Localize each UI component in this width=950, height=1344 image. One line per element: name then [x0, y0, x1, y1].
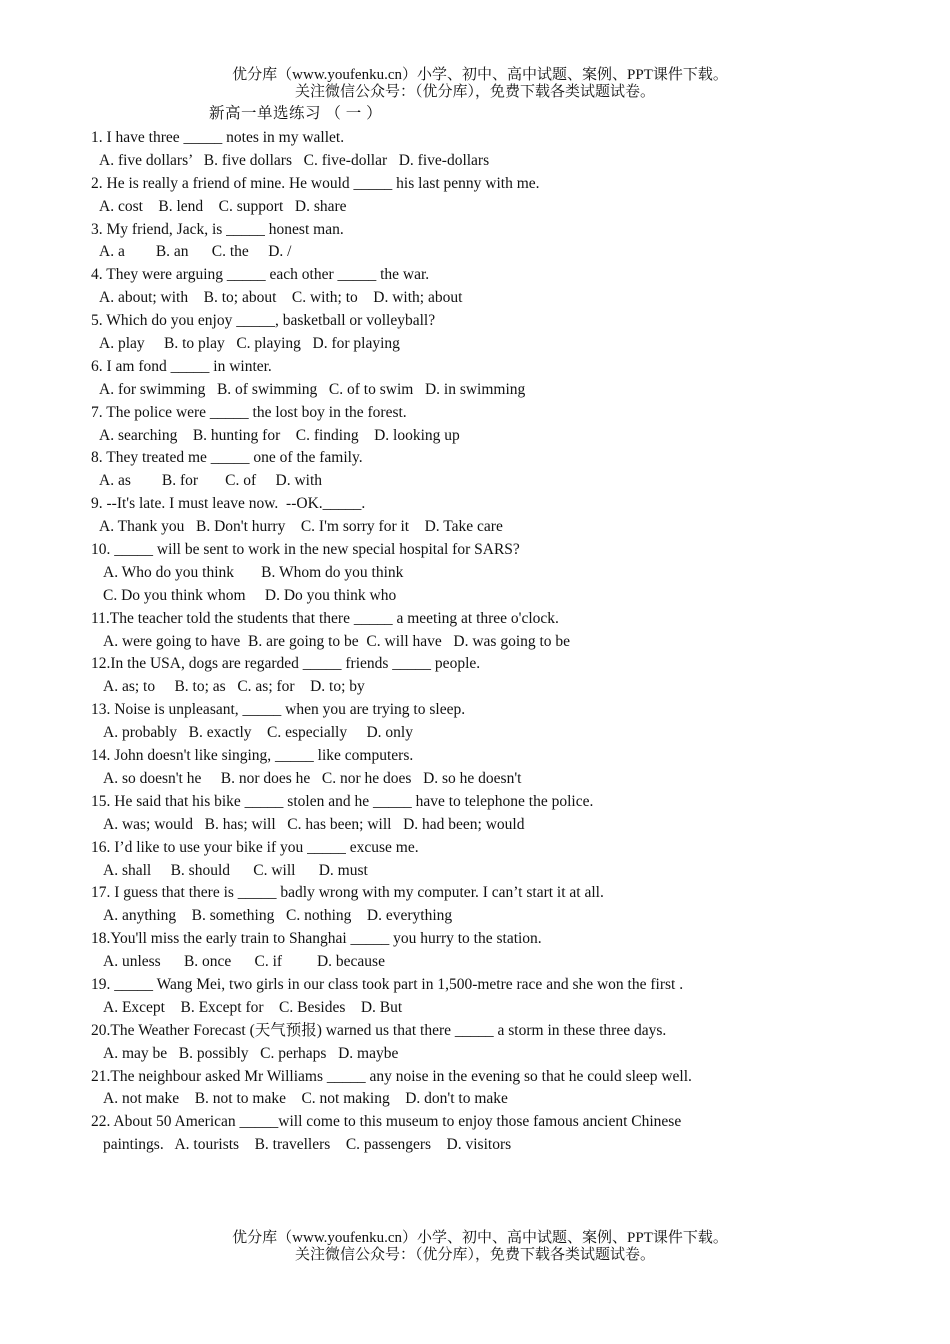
question-stem: 11.The teacher told the students that there _____ a meeting at three o'clock. [91, 609, 559, 627]
question-options: A. may be B. possibly C. perhaps D. maybe [103, 1044, 399, 1062]
page-footer [0, 1230, 950, 1264]
question-stem: 2. He is really a friend of mine. He would _____ his last penny with me. [91, 174, 540, 192]
question-options: A. Who do you think B. Whom do you think [103, 563, 404, 581]
question-stem: 13. Noise is unpleasant, _____ when you are trying to sleep. [91, 701, 466, 719]
question-options: A. as; to B. to; as C. as; for D. to; by [103, 678, 365, 696]
question-stem: 18.You'll miss the early train to Shanghai _____ you hurry to the station. [91, 930, 542, 948]
question-stem: 12.In the USA, dogs are regarded _____ friends _____ people. [91, 655, 481, 673]
question-stem: 21.The neighbour asked Mr Williams _____ any noise in the evening so that he could sleep well. [91, 1067, 692, 1085]
question-options: A. probably B. exactly C. especially D. only [103, 724, 413, 742]
question-stem: 7. The police were _____ the lost boy in the forest. [91, 403, 407, 421]
question-options: A. not make B. not to make C. not making D. don't to make [103, 1090, 508, 1108]
question-options: C. Do you think whom D. Do you think who [103, 586, 397, 604]
question-options: A. for swimming B. of swimming C. of to swim D. in swimming [99, 380, 526, 398]
question-stem: 19. _____ Wang Mei, two girls in our class took part in 1,500-metre race and she won the first . [91, 975, 684, 993]
question-options: A. was; would B. has; will C. has been; will D. had been; would [103, 815, 525, 833]
question-stem: 9. --It's late. I must leave now. --OK._____. [91, 495, 366, 513]
footer-line-2: 关注微信公众号：（优分库），免费下载各类试题试卷。 [294, 1247, 655, 1263]
question-options: A. so doesn't he B. nor does he C. nor he does D. so he doesn't [103, 769, 522, 787]
exercise-title: 新高一单选练习 （ 一 ） [209, 105, 383, 122]
question-options: A. cost B. lend C. support D. share [99, 197, 347, 215]
question-stem: 16. I’d like to use your bike if you _____ excuse me. [91, 838, 419, 856]
footer-line-1: 优分库（www.youfenku.cn）小学、初中、高中试题、案例、PPT课件下载。 [232, 1230, 728, 1246]
question-stem: 20.The Weather Forecast (天气预报) warned us that there _____ a storm in these three days. [91, 1021, 667, 1039]
question-stem: 17. I guess that there is _____ badly wrong with my computer. I can’t start it at all. [91, 884, 604, 902]
header-line-2: 关注微信公众号：（优分库），免费下载各类试题试卷。 [294, 84, 655, 100]
question-stem: 14. John doesn't like singing, _____ like computers. [91, 747, 414, 765]
question-options: A. anything B. something C. nothing D. everything [103, 907, 453, 925]
question-stem: 6. I am fond _____ in winter. [91, 357, 272, 375]
page-header [0, 67, 950, 101]
question-options: A. a B. an C. the D. / [99, 243, 292, 261]
question-stem: 5. Which do you enjoy _____, basketball or volleyball? [91, 312, 436, 330]
header-line-1: 优分库（www.youfenku.cn）小学、初中、高中试题、案例、PPT课件下载。 [232, 67, 728, 83]
question-options: A. searching B. hunting for C. finding D. looking up [99, 426, 460, 444]
question-options: A. unless B. once C. if D. because [103, 953, 385, 971]
question-stem: 10. _____ will be sent to work in the new special hospital for SARS? [91, 541, 520, 559]
question-stem: 15. He said that his bike _____ stolen and he _____ have to telephone the police. [91, 792, 594, 810]
question-stem: 3. My friend, Jack, is _____ honest man. [91, 220, 344, 238]
question-options: A. Thank you B. Don't hurry C. I'm sorry for it D. Take care [99, 518, 503, 536]
question-stem: 1. I have three _____ notes in my wallet. [91, 129, 345, 146]
question-options: A. Except B. Except for C. Besides D. But [103, 998, 403, 1016]
question-stem: 8. They treated me _____ one of the family. [91, 449, 363, 467]
question-stem: 22. About 50 American _____will come to this museum to enjoy those famous ancient Chinese [91, 1113, 682, 1131]
question-list [91, 127, 911, 1157]
question-options: A. shall B. should C. will D. must [103, 861, 368, 879]
question-options: A. were going to have B. are going to be C. will have D. was going to be [103, 632, 571, 650]
question-options: A. play B. to play C. playing D. for playing [99, 335, 400, 353]
question-options: A. five dollars’ B. five dollars C. five-dollar D. five-dollars [99, 151, 490, 169]
question-options: A. as B. for C. of D. with [99, 472, 323, 490]
question-stem: 4. They were arguing _____ each other _____ the war. [91, 266, 430, 284]
question-options: A. about; with B. to; about C. with; to D. with; about [99, 289, 463, 307]
question-options: paintings. A. tourists B. travellers C. passengers D. visitors [103, 1136, 512, 1154]
